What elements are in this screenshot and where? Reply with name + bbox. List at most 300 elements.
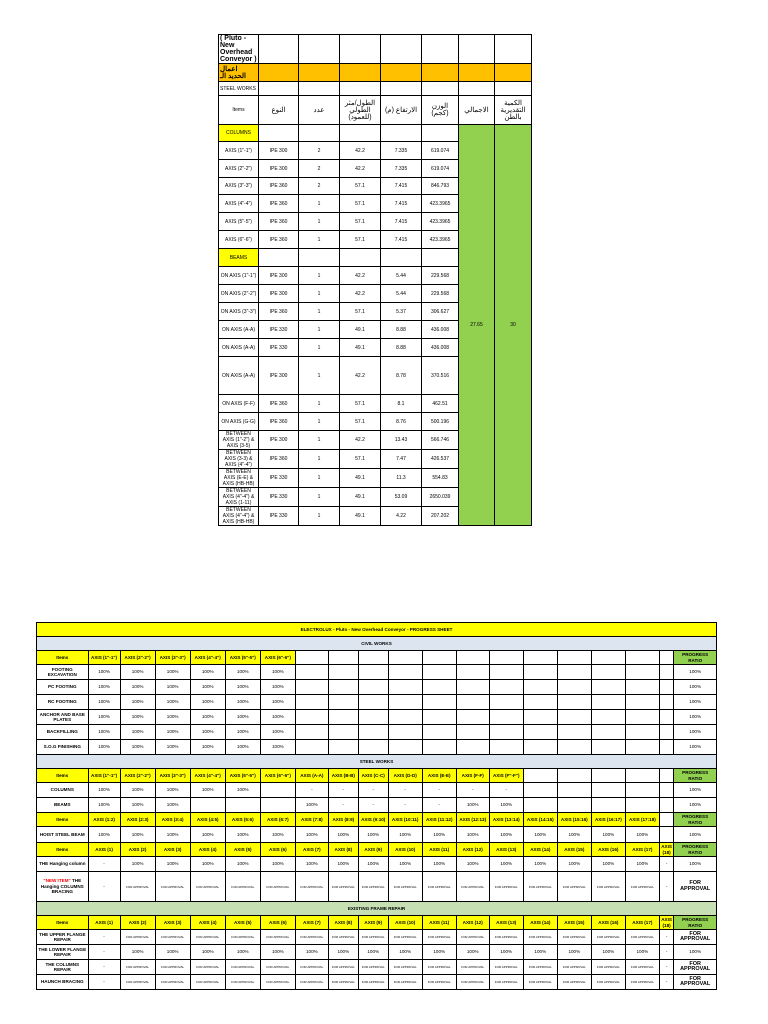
row-item: THE Hanging column	[37, 857, 89, 872]
row-item: ON AXIS (1"-1")	[219, 267, 259, 285]
progress-ratio-header: PROGRESS RATIO	[674, 769, 717, 783]
axis-header: AXIS (12)	[456, 843, 489, 857]
axis-header: AXIS (14:15)	[523, 813, 557, 827]
row-value: 42.2	[340, 142, 381, 160]
progress-cell: FOR APPROVAL	[456, 872, 489, 902]
axis-header: AXIS (9)	[358, 843, 388, 857]
row-value: 436.008	[422, 339, 459, 357]
axis-header: AXIS (4:5)	[190, 813, 225, 827]
progress-cell: 100%	[328, 945, 358, 960]
row-value: 42.2	[340, 357, 381, 395]
repair-row	[37, 960, 717, 975]
axis-header: AXIS (18)	[661, 917, 672, 928]
progress-cell: 100%	[190, 725, 225, 740]
axis-header: AXIS (10)	[388, 916, 422, 930]
progress-ratio: FOR APPROVAL	[674, 930, 717, 945]
progress-cell: 100%	[557, 827, 591, 843]
progress-cell: FOR APPROVAL	[260, 872, 295, 902]
row-value: IPE 360	[259, 178, 299, 195]
row-item: BETWEEN AXIS (4"-4") & AXIS (1-11)	[219, 488, 259, 507]
progress-ratio-header: PROGRESS RATIO	[674, 916, 717, 930]
row-value: 370.516	[422, 357, 459, 395]
progress-cell: 100%	[155, 945, 190, 960]
progress-ratio: 100%	[674, 710, 717, 725]
civil-header-row	[37, 651, 717, 665]
estimated-tons: 30	[495, 125, 532, 526]
row-value: 5.44	[381, 285, 422, 303]
progress-cell: 100%	[155, 710, 190, 725]
row-item: THE UPPER FLANGE REPAIR	[37, 930, 89, 945]
progress-cell: FOR APPROVAL	[295, 975, 328, 990]
row-value: 49.1	[340, 507, 381, 526]
progress-cell: -	[88, 960, 120, 975]
steel-header-row	[37, 769, 717, 783]
progress-cell: 100%	[88, 827, 120, 843]
row-value: 1	[299, 450, 340, 469]
columns-label: COLUMNS	[219, 125, 259, 142]
axis-header: AXIS (6)	[260, 916, 295, 930]
hang-bracing-row	[37, 872, 717, 902]
progress-cell: 100%	[190, 695, 225, 710]
row-item: AXIS (4"-4")	[219, 195, 259, 213]
progress-cell: 100%	[591, 857, 625, 872]
title-row	[219, 35, 532, 64]
progress-cell: FOR APPROVAL	[358, 930, 388, 945]
row-value: 846.793	[422, 178, 459, 195]
progress-cell: 100%	[523, 827, 557, 843]
progress-cell: FOR APPROVAL	[422, 872, 456, 902]
row-value: 5.37	[381, 303, 422, 321]
row-value: 42.2	[340, 431, 381, 450]
row-value: 423.3965	[422, 231, 459, 249]
row-value: 619.074	[422, 142, 459, 160]
axis-header: AXIS (3"-3")	[155, 651, 190, 665]
progress-ratio: 100%	[674, 798, 717, 813]
progress-cell: 100%	[120, 680, 155, 695]
progress-cell: FOR APPROVAL	[295, 960, 328, 975]
steel-works-body	[219, 35, 532, 526]
axis-header: AXIS (6"-6")	[260, 651, 295, 665]
row-item: THE COLUMNS REPAIR	[37, 960, 89, 975]
progress-cell: 100%	[358, 827, 388, 843]
progress-cell	[260, 783, 295, 798]
repair-header-row	[37, 916, 717, 930]
progress-cell: FOR APPROVAL	[591, 975, 625, 990]
row-item: ON AXIS (A-A)	[219, 357, 259, 395]
item-label: THE Hanging COLUMNS BRACING	[40, 878, 84, 895]
progress-cell: FOR APPROVAL	[422, 960, 456, 975]
progress-cell: FOR APPROVAL	[557, 930, 591, 945]
row-value: 7.415	[381, 213, 422, 231]
row-value: 500.196	[422, 413, 459, 431]
row-value: 554.83	[422, 469, 459, 488]
progress-sheet-table	[36, 622, 717, 990]
row-value: 57.1	[340, 231, 381, 249]
progress-cell: FOR APPROVAL	[456, 930, 489, 945]
row-item: THE LOWER FLANGE REPAIR	[37, 945, 89, 960]
progress-cell: 100%	[456, 857, 489, 872]
row-value: 1	[299, 321, 340, 339]
axis-header: AXIS (11)	[422, 843, 456, 857]
row-value: 8.88	[381, 339, 422, 357]
progress-cell: FOR APPROVAL	[591, 960, 625, 975]
progress-cell: -	[659, 975, 673, 990]
row-value: 7.415	[381, 231, 422, 249]
civil-works-row	[37, 637, 717, 651]
progress-cell: 100%	[625, 945, 659, 960]
progress-cell: FOR APPROVAL	[523, 975, 557, 990]
progress-cell: FOR APPROVAL	[225, 960, 260, 975]
progress-ratio: 100%	[674, 740, 717, 755]
hang-header-row	[37, 843, 717, 857]
progress-cell: FOR APPROVAL	[625, 930, 659, 945]
progress-cell: FOR APPROVAL	[489, 872, 523, 902]
axis-header: AXIS (1:2)	[88, 813, 120, 827]
progress-cell: FOR APPROVAL	[523, 872, 557, 902]
progress-cell: FOR APPROVAL	[225, 872, 260, 902]
row-value: 1	[299, 488, 340, 507]
sheet-title: ( Pluto - New Overhead Conveyor )	[220, 35, 257, 63]
progress-cell: -	[659, 857, 673, 872]
progress-cell: 100%	[155, 740, 190, 755]
row-item: COLUMNS	[37, 783, 89, 798]
progress-cell: 100%	[120, 710, 155, 725]
row-value: 7.415	[381, 178, 422, 195]
progress-cell: 100%	[260, 945, 295, 960]
progress-cell: FOR APPROVAL	[190, 872, 225, 902]
progress-cell: FOR APPROVAL	[388, 872, 422, 902]
civil-row	[37, 680, 717, 695]
progress-cell: FOR APPROVAL	[260, 975, 295, 990]
axis-header: AXIS (A-A)	[295, 769, 328, 783]
axis-header: AXIS (8)	[328, 916, 358, 930]
civil-row	[37, 740, 717, 755]
axis-header: AXIS (D-D)	[388, 769, 422, 783]
row-value: IPE 300	[259, 431, 299, 450]
progress-cell: -	[659, 945, 673, 960]
progress-cell: FOR APPROVAL	[155, 872, 190, 902]
axis-header: AXIS (7:8)	[295, 813, 328, 827]
row-value: 57.1	[340, 195, 381, 213]
row-value: 57.1	[340, 413, 381, 431]
progress-ratio-header: PROGRESS RATIO	[674, 651, 717, 665]
civil-row	[37, 695, 717, 710]
steel-row	[37, 798, 717, 813]
progress-cell: FOR APPROVAL	[225, 975, 260, 990]
row-value: 1	[299, 267, 340, 285]
row-value: 57.1	[340, 395, 381, 413]
row-value: 1	[299, 285, 340, 303]
axis-header: AXIS (13)	[489, 916, 523, 930]
progress-cell: 100%	[625, 857, 659, 872]
row-value: IPE 330	[259, 469, 299, 488]
beams-label: BEAMS	[219, 249, 259, 267]
progress-cell: -	[659, 872, 673, 902]
progress-cell: FOR APPROVAL	[422, 930, 456, 945]
progress-cell: 100%	[557, 945, 591, 960]
row-value: 7.335	[381, 160, 422, 178]
progress-ratio: FOR APPROVAL	[674, 872, 717, 902]
axis-header: AXIS (14)	[523, 916, 557, 930]
row-value: 229.568	[422, 285, 459, 303]
axis-header: AXIS (5)	[225, 916, 260, 930]
progress-cell: 100%	[523, 945, 557, 960]
progress-cell: FOR APPROVAL	[260, 960, 295, 975]
progress-cell: 100%	[88, 783, 120, 798]
progress-cell: 100%	[120, 665, 155, 680]
arabic-title: اعمال الحديد الـ	[219, 64, 259, 82]
axis-header: AXIS (8:9)	[328, 813, 358, 827]
axis-header: AXIS (F-F)	[456, 769, 489, 783]
row-value: 2	[299, 142, 340, 160]
progress-ratio: 100%	[674, 857, 717, 872]
axis-header: AXIS (14)	[523, 843, 557, 857]
section-row	[219, 82, 532, 96]
progress-cell: 100%	[155, 665, 190, 680]
row-value: 1	[299, 507, 340, 526]
row-value: 436.008	[422, 321, 459, 339]
progress-cell: FOR APPROVAL	[625, 975, 659, 990]
row-item: BETWEEN AXIS (4"-4") & AXIS (HB-HB)	[219, 507, 259, 526]
axis-header: AXIS (4)	[190, 843, 225, 857]
progress-cell: 100%	[155, 857, 190, 872]
row-item: S.O.G FINISHING	[37, 740, 89, 755]
progress-cell: FOR APPROVAL	[190, 930, 225, 945]
axis-header: AXIS (13)	[489, 843, 523, 857]
columns-label-row	[219, 125, 532, 142]
progress-cell: 100%	[388, 857, 422, 872]
progress-cell: 100%	[88, 665, 120, 680]
axis-header: AXIS (4"-4")	[190, 769, 225, 783]
row-value: 2	[299, 160, 340, 178]
axis-header: AXIS (7)	[295, 916, 328, 930]
progress-cell: 100%	[295, 827, 328, 843]
row-value: 1	[299, 413, 340, 431]
row-item: AXIS (1"-1")	[219, 142, 259, 160]
row-value: 1	[299, 469, 340, 488]
progress-cell: -	[489, 783, 523, 798]
axis-header: AXIS (11:12)	[422, 813, 456, 827]
progress-cell: 100%	[523, 857, 557, 872]
progress-cell: 100%	[190, 783, 225, 798]
repair-row	[37, 930, 717, 945]
row-value: IPE 360	[259, 450, 299, 469]
progress-cell: 100%	[295, 857, 328, 872]
row-value: 57.1	[340, 450, 381, 469]
row-value: 229.568	[422, 267, 459, 285]
progress-cell: FOR APPROVAL	[523, 930, 557, 945]
progress-ratio: 100%	[674, 725, 717, 740]
axis-header: AXIS (15)	[557, 843, 591, 857]
axis-header: AXIS (C-C)	[358, 769, 388, 783]
header-row	[219, 96, 532, 125]
progress-cell: 100%	[422, 827, 456, 843]
progress-cell: 100%	[225, 680, 260, 695]
progress-cell: 100%	[225, 665, 260, 680]
row-value: 57.1	[340, 303, 381, 321]
progress-cell: 100%	[557, 857, 591, 872]
progress-cell: -	[328, 783, 358, 798]
progress-cell: FOR APPROVAL	[328, 930, 358, 945]
progress-ratio: 100%	[674, 680, 717, 695]
progress-cell: -	[88, 872, 120, 902]
row-value: 1	[299, 213, 340, 231]
items-header: Items	[37, 651, 89, 665]
progress-cell: 100%	[456, 798, 489, 813]
axis-header: AXIS (2"-2")	[120, 651, 155, 665]
progress-cell: FOR APPROVAL	[328, 960, 358, 975]
axis-header: AXIS (10)	[388, 843, 422, 857]
axis-header: AXIS (17:18)	[625, 813, 659, 827]
progress-cell: 100%	[260, 857, 295, 872]
progress-cell: 100%	[358, 857, 388, 872]
row-item: ON AXIS (G-G)	[219, 413, 259, 431]
progress-cell: 100%	[120, 857, 155, 872]
axis-header: AXIS (9:10)	[358, 813, 388, 827]
items-header: Items	[37, 813, 89, 827]
row-value: 11.3	[381, 469, 422, 488]
axis-header: AXIS (18)	[661, 844, 672, 855]
progress-cell: 100%	[625, 827, 659, 843]
progress-cell: 100%	[489, 798, 523, 813]
progress-cell: 100%	[260, 695, 295, 710]
progress-cell: 100%	[155, 798, 190, 813]
progress-ratio: 100%	[674, 695, 717, 710]
row-item: HOIST STEEL BEAM	[37, 827, 89, 843]
arabic-title-row	[219, 64, 532, 82]
progress-ratio: 100%	[674, 827, 717, 843]
axis-header: AXIS (15)	[557, 916, 591, 930]
axis-header: AXIS (F"-F")	[489, 769, 523, 783]
row-item: ON AXIS (3"-3")	[219, 303, 259, 321]
axis-header: AXIS (2:3)	[120, 813, 155, 827]
progress-ratio-header: PROGRESS RATIO	[674, 843, 717, 857]
progress-cell: FOR APPROVAL	[120, 975, 155, 990]
progress-cell: FOR APPROVAL	[358, 975, 388, 990]
progress-cell: 100%	[190, 857, 225, 872]
axis-header: AXIS (6"-6")	[260, 769, 295, 783]
progress-cell: 100%	[225, 695, 260, 710]
row-item: ON AXIS (F-F)	[219, 395, 259, 413]
progress-cell: 100%	[260, 740, 295, 755]
row-value: IPE 360	[259, 195, 299, 213]
progress-cell: 100%	[591, 945, 625, 960]
axis-header: AXIS (5"-5")	[225, 651, 260, 665]
progress-cell: -	[659, 930, 673, 945]
progress-cell: -	[456, 783, 489, 798]
progress-cell: 100%	[88, 725, 120, 740]
progress-cell: -	[388, 798, 422, 813]
progress-cell: FOR APPROVAL	[155, 930, 190, 945]
axis-header: AXIS (12)	[456, 916, 489, 930]
progress-cell: FOR APPROVAL	[489, 930, 523, 945]
axis-header: AXIS (1"-1")	[88, 769, 120, 783]
progress-cell: FOR APPROVAL	[625, 960, 659, 975]
progress-cell: -	[358, 798, 388, 813]
row-item: AXIS (2"-2")	[219, 160, 259, 178]
row-item: ANCHOR AND BASE PLATES	[37, 710, 89, 725]
axis-header: AXIS (1)	[88, 916, 120, 930]
progress-cell: FOR APPROVAL	[260, 930, 295, 945]
total-weight: 27.65	[459, 125, 495, 526]
progress-cell: FOR APPROVAL	[557, 975, 591, 990]
progress-cell: 100%	[422, 857, 456, 872]
row-value: 8.78	[381, 357, 422, 395]
progress-cell: FOR APPROVAL	[120, 960, 155, 975]
progress-cell: FOR APPROVAL	[190, 975, 225, 990]
axis-header: AXIS (15:16)	[557, 813, 591, 827]
row-value: 5.44	[381, 267, 422, 285]
row-value: 566.746	[422, 431, 459, 450]
axis-header: AXIS (13:14)	[489, 813, 523, 827]
progress-cell: 100%	[155, 680, 190, 695]
progress-cell: FOR APPROVAL	[422, 975, 456, 990]
progress-cell: 100%	[190, 710, 225, 725]
progress-cell: 100%	[155, 725, 190, 740]
axis-header: AXIS (16)	[591, 916, 625, 930]
row-value: 7.47	[381, 450, 422, 469]
civil-row	[37, 725, 717, 740]
steel-row	[37, 783, 717, 798]
progress-cell: -	[88, 945, 120, 960]
row-value: 53.09	[381, 488, 422, 507]
axis-header: AXIS (6:7)	[260, 813, 295, 827]
axis-header: AXIS (11)	[422, 916, 456, 930]
progress-cell: 100%	[155, 783, 190, 798]
progress-cell: 100%	[225, 827, 260, 843]
progress-cell: 100%	[88, 740, 120, 755]
header-weight: الوزن (كجم)	[422, 96, 459, 125]
row-value: IPE 330	[259, 339, 299, 357]
row-value: 49.1	[340, 339, 381, 357]
axis-header: AXIS (2)	[120, 843, 155, 857]
row-item: FOOTING EXCAVATION	[37, 665, 89, 680]
progress-cell: FOR APPROVAL	[295, 930, 328, 945]
progress-cell: -	[88, 975, 120, 990]
row-value: IPE 360	[259, 213, 299, 231]
row-value: 1	[299, 395, 340, 413]
axis-header: AXIS (1"-1")	[88, 651, 120, 665]
progress-sheet-body	[37, 623, 717, 990]
progress-cell: 100%	[225, 857, 260, 872]
axis-header: AXIS (5:6)	[225, 813, 260, 827]
progress-cell: FOR APPROVAL	[225, 930, 260, 945]
row-value: 8.88	[381, 321, 422, 339]
row-item: ON AXIS (A-A)	[219, 321, 259, 339]
axis-header: AXIS (10:11)	[388, 813, 422, 827]
progress-cell: 100%	[358, 945, 388, 960]
row-item: BETWEEN AXIS (3-3) & AXIS (4"-4")	[219, 450, 259, 469]
progress-cell: 100%	[88, 710, 120, 725]
progress-cell: 100%	[260, 827, 295, 843]
progress-cell: 100%	[489, 827, 523, 843]
progress-cell: 100%	[190, 680, 225, 695]
row-value: IPE 300	[259, 142, 299, 160]
axis-header: AXIS (4"-4")	[190, 651, 225, 665]
row-value: 1	[299, 339, 340, 357]
axis-header: AXIS (4)	[190, 916, 225, 930]
axis-header: AXIS (9)	[358, 916, 388, 930]
row-value: 306.627	[422, 303, 459, 321]
row-value: 7.335	[381, 142, 422, 160]
existing-repair-row-cell: EXISTING FRAME REPAIR	[37, 902, 717, 916]
civil-row	[37, 710, 717, 725]
progress-cell: 100%	[422, 945, 456, 960]
progress-cell: 100%	[120, 798, 155, 813]
row-item: BETWEEN AXIS (1"-2") & AXIS (3-5)	[219, 431, 259, 450]
progress-cell: 100%	[225, 945, 260, 960]
progress-cell: FOR APPROVAL	[295, 872, 328, 902]
